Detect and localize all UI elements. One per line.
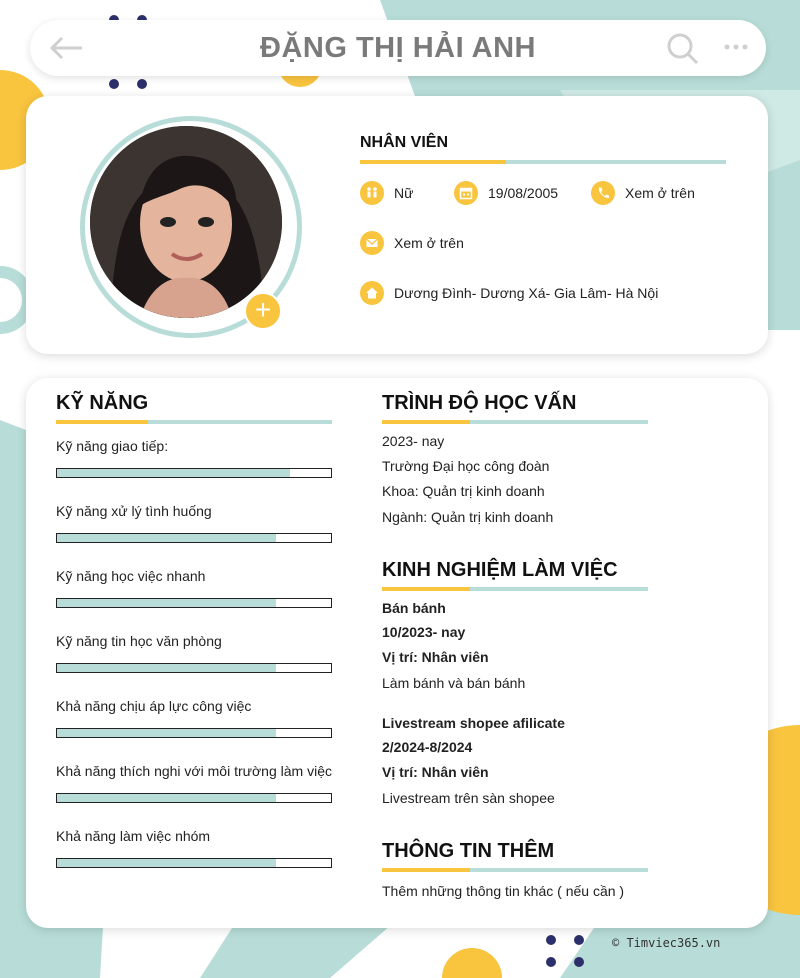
skill-bar (56, 533, 332, 543)
skill-bar-fill (57, 599, 276, 607)
page-title: ĐẶNG THỊ HẢI ANH (260, 32, 536, 64)
skill-bar (56, 793, 332, 803)
education-underline (382, 420, 648, 424)
gender-icon (360, 181, 384, 205)
phone-value: Xem ở trên (625, 185, 695, 201)
address-value: Dương Đình- Dương Xá- Gia Lâm- Hà Nội (394, 285, 659, 301)
additional-text: Thêm những thông tin khác ( nếu cần ) (382, 883, 625, 899)
skill-bar-fill (57, 534, 276, 542)
skill-label: Kỹ năng học việc nhanh (56, 568, 206, 584)
job-company: Livestream shopee afilicate (382, 715, 565, 731)
skill-label: Kỹ năng tin học văn phòng (56, 633, 222, 649)
home-icon (360, 281, 384, 305)
skills-underline (56, 420, 332, 424)
title-underline (360, 160, 726, 164)
education-period: 2023- nay (382, 433, 445, 449)
job-description: Livestream trên sàn shopee (382, 790, 555, 806)
skill-bar (56, 858, 332, 868)
more-options-icon[interactable] (722, 40, 750, 54)
birthdate-value: 19/08/2005 (488, 185, 559, 201)
education-heading: TRÌNH ĐỘ HỌC VẤN (382, 392, 577, 414)
experience-heading: KINH NGHIỆM LÀM VIỆC (382, 559, 618, 581)
skill-label: Kỹ năng giao tiếp: (56, 438, 169, 454)
top-bar (30, 20, 766, 76)
profile-card (26, 96, 768, 354)
gender-info (360, 181, 413, 205)
additional-underline (382, 868, 648, 872)
education-major: Ngành: Quản trị kinh doanh (382, 509, 554, 525)
address-info (360, 281, 658, 305)
job-company: Bán bánh (382, 600, 446, 616)
education-school: Trường Đại học công đoàn (382, 458, 550, 474)
birthdate-info (454, 181, 558, 205)
email-info (360, 231, 464, 255)
skills-heading: KỸ NĂNG (56, 392, 149, 414)
skill-bar (56, 468, 332, 478)
skill-bar-fill (57, 859, 276, 867)
skill-bar (56, 598, 332, 608)
skill-label: Khả năng làm việc nhóm (56, 828, 211, 844)
job-position: Vị trí: Nhân viên (382, 649, 489, 665)
education-faculty: Khoa: Quản trị kinh doanh (382, 483, 545, 499)
skill-bar-fill (57, 794, 276, 802)
skill-label: Kỹ năng xử lý tình huống (56, 503, 212, 519)
skill-label: Khả năng thích nghi với môi trường làm việc (56, 763, 332, 779)
watermark: © Timviec365.vn (612, 936, 721, 950)
skill-bar (56, 663, 332, 673)
email-value: Xem ở trên (394, 235, 464, 251)
experience-underline (382, 587, 648, 591)
job-period: 2/2024-8/2024 (382, 739, 473, 755)
additional-heading: THÔNG TIN THÊM (382, 840, 555, 862)
calendar-icon (454, 181, 478, 205)
job-title: NHÂN VIÊN (360, 134, 449, 151)
gender-value: Nữ (394, 185, 414, 201)
job-position: Vị trí: Nhân viên (382, 764, 489, 780)
search-icon[interactable] (666, 32, 700, 66)
skill-bar-fill (57, 664, 276, 672)
job-period: 10/2023- nay (382, 624, 466, 640)
skill-bar-fill (57, 469, 290, 477)
skill-bar (56, 728, 332, 738)
job-description: Làm bánh và bán bánh (382, 675, 526, 691)
content-card (26, 378, 768, 928)
skill-label: Khả năng chịu áp lực công việc (56, 698, 252, 714)
avatar (90, 126, 282, 318)
add-photo-button[interactable]: + (244, 292, 282, 330)
phone-info (591, 181, 695, 205)
email-icon (360, 231, 384, 255)
phone-icon (591, 181, 615, 205)
skill-bar-fill (57, 729, 276, 737)
